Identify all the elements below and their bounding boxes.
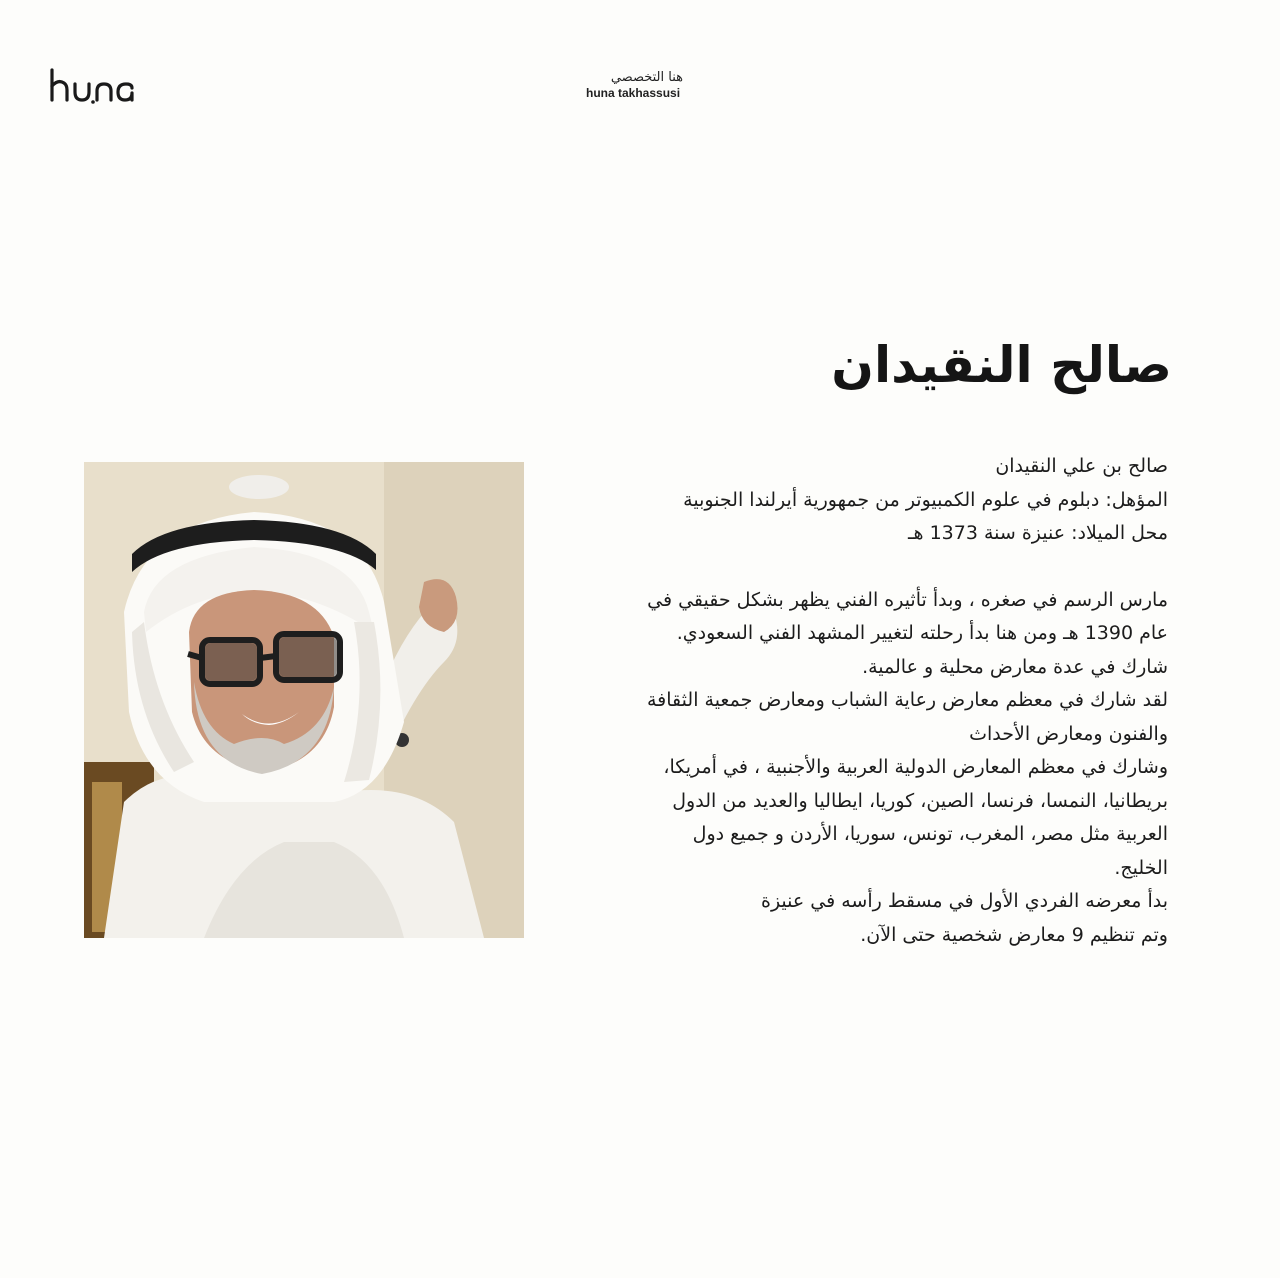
portrait-photo (84, 462, 524, 938)
huna-logo (48, 66, 138, 106)
bio-line: العربية مثل مصر، المغرب، تونس، سوريا، الأردن و جميع دول (692, 823, 1168, 845)
huna-logo-mark (48, 66, 138, 106)
brand-arabic: هنا التخصصي (610, 70, 683, 85)
bio-line: وشارك في معظم المعارض الدولية العربية والأجنبية ، في أمريكا، (663, 756, 1168, 778)
brand-latin: huna takhassusi (586, 86, 681, 100)
page-title: صالح النقيدان (831, 336, 1172, 394)
bio-line: مارس الرسم في صغره ، وبدأ تأثيره الفني يظهر بشكل حقيقي في (647, 588, 1168, 611)
bio-line: الخليج. (1114, 856, 1168, 879)
paragraph-gap (578, 551, 1168, 584)
bio-line: عام 1390 هـ ومن هنا بدأ رحلته لتغيير المشهد الفني السعودي. (676, 622, 1168, 644)
bio-line: بدأ معرضه الفردي الأول في مسقط رأسه في عنيزة (760, 890, 1168, 912)
bio-line: لقد شارك في معظم معارض رعاية الشباب ومعارض جمعية الثقافة (647, 689, 1168, 711)
detail-qualification: المؤهل: دبلوم في علوم الكمبيوتر من جمهورية أيرلندا الجنوبية (683, 488, 1168, 511)
bio-line: شارك في عدة معارض محلية و عالمية. (862, 655, 1168, 678)
detail-name: صالح بن علي النقيدان (995, 455, 1168, 477)
brand-name (560, 70, 700, 100)
bio-line: وتم تنظيم 9 معارض شخصية حتى الآن. (860, 923, 1168, 946)
bio-line: بريطانيا، النمسا، فرنسا، الصين، كوريا، ايطاليا والعديد من الدول (672, 789, 1168, 812)
detail-birthplace: محل الميلاد: عنيزة سنة 1373 هـ (907, 522, 1168, 544)
bio-line: والفنون ومعارض الأحداث (969, 722, 1168, 745)
portrait-illustration (84, 462, 524, 938)
biography (578, 450, 1168, 952)
